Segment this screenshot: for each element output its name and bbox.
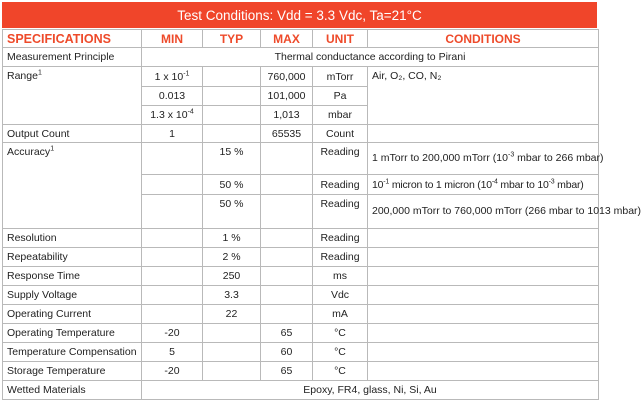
accuracy-footnote: 1 bbox=[50, 145, 55, 153]
measurement-principle-label: Measurement Principle bbox=[3, 48, 142, 67]
accuracy-label-cell bbox=[3, 143, 142, 229]
accuracy-cond-2-exp-a: -1 bbox=[383, 178, 390, 185]
header-typ: TYP bbox=[203, 30, 261, 48]
accuracy-cond-1-exp: -3 bbox=[507, 151, 515, 159]
accuracy-conditions-3: 200,000 mTorr to 760,000 mTorr (266 mbar to 1013 mbar) bbox=[368, 195, 599, 229]
row-temperature-compensation bbox=[3, 343, 599, 362]
row-supply-voltage bbox=[3, 286, 599, 305]
accuracy-cond-2-part-a: 10 bbox=[372, 178, 384, 191]
output-count-label: Output Count bbox=[3, 125, 142, 143]
operating-temperature-typ bbox=[203, 324, 261, 343]
resolution-max bbox=[261, 229, 313, 248]
operating-temperature-max: 65 bbox=[261, 324, 313, 343]
range-min-1-base: 1 x 10 bbox=[154, 70, 184, 83]
operating-temperature-unit: °C bbox=[313, 324, 368, 343]
storage-temperature-unit: °C bbox=[313, 362, 368, 381]
temperature-compensation-min: 5 bbox=[142, 343, 203, 362]
range-unit-3: mbar bbox=[313, 106, 368, 125]
header-conditions: CONDITIONS bbox=[368, 30, 599, 48]
operating-current-conditions bbox=[368, 305, 599, 324]
row-measurement-principle bbox=[3, 48, 599, 67]
repeatability-min bbox=[142, 248, 203, 267]
header-unit: UNIT bbox=[313, 30, 368, 48]
row-accuracy-1 bbox=[3, 143, 599, 175]
operating-current-min bbox=[142, 305, 203, 324]
storage-temperature-min: -20 bbox=[142, 362, 203, 381]
range-min-3 bbox=[142, 106, 203, 125]
resolution-unit: Reading bbox=[313, 229, 368, 248]
range-min-3-base: 1.3 x 10 bbox=[150, 109, 188, 121]
range-min-3-exp: -4 bbox=[187, 108, 194, 116]
operating-temperature-min: -20 bbox=[142, 324, 203, 343]
range-unit-2: Pa bbox=[313, 87, 368, 106]
test-conditions-title: Test Conditions: Vdd = 3.3 Vdc, Ta=21°C bbox=[177, 7, 422, 23]
accuracy-cond-2-part-d: mbar) bbox=[554, 178, 584, 191]
accuracy-min-3 bbox=[142, 195, 203, 229]
range-conditions: Air, O₂, CO, N₂ bbox=[368, 67, 599, 125]
accuracy-cond-2-exp-c: -3 bbox=[548, 178, 555, 185]
accuracy-label: Accuracy bbox=[7, 146, 51, 158]
resolution-label: Resolution bbox=[3, 229, 142, 248]
response-time-typ: 250 bbox=[203, 267, 261, 286]
repeatability-conditions bbox=[368, 248, 599, 267]
accuracy-unit-2: Reading bbox=[313, 175, 368, 195]
resolution-conditions bbox=[368, 229, 599, 248]
header-specifications: SPECIFICATIONS bbox=[3, 30, 142, 48]
row-output-count bbox=[3, 125, 599, 143]
storage-temperature-conditions bbox=[368, 362, 599, 381]
repeatability-label: Repeatability bbox=[3, 248, 142, 267]
storage-temperature-max: 65 bbox=[261, 362, 313, 381]
accuracy-cond-2-part-b: micron to 1 micron (10 bbox=[389, 178, 492, 191]
supply-voltage-typ: 3.3 bbox=[203, 286, 261, 305]
accuracy-min-2 bbox=[142, 175, 203, 195]
range-min-2: 0.013 bbox=[142, 87, 203, 106]
range-min-1-exp: -1 bbox=[183, 70, 190, 77]
row-operating-temperature bbox=[3, 324, 599, 343]
range-typ-2 bbox=[203, 87, 261, 106]
wetted-materials-label: Wetted Materials bbox=[3, 381, 142, 400]
accuracy-unit-1: Reading bbox=[313, 143, 368, 175]
repeatability-typ: 2 % bbox=[203, 248, 261, 267]
range-label: Range bbox=[7, 70, 38, 82]
accuracy-unit-3: Reading bbox=[313, 195, 368, 229]
header-row bbox=[3, 30, 599, 48]
header-min: MIN bbox=[142, 30, 203, 48]
resolution-typ: 1 % bbox=[203, 229, 261, 248]
repeatability-max bbox=[261, 248, 313, 267]
range-label-cell bbox=[3, 67, 142, 125]
header-max: MAX bbox=[261, 30, 313, 48]
accuracy-cond-1-part-a: 1 mTorr to 200,000 mTorr (10 bbox=[372, 152, 508, 164]
response-time-min bbox=[142, 267, 203, 286]
supply-voltage-conditions bbox=[368, 286, 599, 305]
title-bar bbox=[2, 2, 597, 28]
supply-voltage-max bbox=[261, 286, 313, 305]
range-max-3: 1,013 bbox=[261, 106, 313, 125]
accuracy-typ-1: 15 % bbox=[203, 143, 261, 175]
range-max-2: 101,000 bbox=[261, 87, 313, 106]
response-time-label: Response Time bbox=[3, 267, 142, 286]
supply-voltage-min bbox=[142, 286, 203, 305]
accuracy-max-3 bbox=[261, 195, 313, 229]
temperature-compensation-max: 60 bbox=[261, 343, 313, 362]
temperature-compensation-unit: °C bbox=[313, 343, 368, 362]
row-resolution bbox=[3, 229, 599, 248]
specifications-table bbox=[2, 29, 641, 400]
row-storage-temperature bbox=[3, 362, 599, 381]
accuracy-cond-1-part-b: mbar to 266 mbar) bbox=[514, 152, 604, 164]
supply-voltage-unit: Vdc bbox=[313, 286, 368, 305]
operating-current-unit: mA bbox=[313, 305, 368, 324]
output-count-conditions bbox=[368, 125, 599, 143]
output-count-typ bbox=[203, 125, 261, 143]
temperature-compensation-typ bbox=[203, 343, 261, 362]
storage-temperature-label: Storage Temperature bbox=[3, 362, 142, 381]
response-time-conditions bbox=[368, 267, 599, 286]
row-range-1 bbox=[3, 67, 599, 87]
temperature-compensation-label: Temperature Compensation bbox=[3, 343, 142, 362]
storage-temperature-typ bbox=[203, 362, 261, 381]
range-min-1 bbox=[142, 67, 203, 87]
operating-current-label: Operating Current bbox=[3, 305, 142, 324]
accuracy-max-1 bbox=[261, 143, 313, 175]
measurement-principle-value: Thermal conductance according to Pirani bbox=[142, 48, 599, 67]
response-time-max bbox=[261, 267, 313, 286]
accuracy-conditions-2 bbox=[368, 175, 599, 195]
repeatability-unit: Reading bbox=[313, 248, 368, 267]
output-count-min: 1 bbox=[142, 125, 203, 143]
output-count-unit: Count bbox=[313, 125, 368, 143]
resolution-min bbox=[142, 229, 203, 248]
range-footnote: 1 bbox=[37, 69, 42, 77]
accuracy-max-2 bbox=[261, 175, 313, 195]
wetted-materials-value: Epoxy, FR4, glass, Ni, Si, Au bbox=[142, 381, 599, 400]
accuracy-typ-2: 50 % bbox=[203, 175, 261, 195]
range-typ-1 bbox=[203, 67, 261, 87]
operating-current-typ: 22 bbox=[203, 305, 261, 324]
operating-current-max bbox=[261, 305, 313, 324]
accuracy-typ-3: 50 % bbox=[203, 195, 261, 229]
output-count-max: 65535 bbox=[261, 125, 313, 143]
accuracy-conditions-1 bbox=[368, 143, 604, 175]
response-time-unit: ms bbox=[313, 267, 368, 286]
range-unit-1: mTorr bbox=[313, 67, 368, 87]
supply-voltage-label: Supply Voltage bbox=[3, 286, 142, 305]
accuracy-cond-2-part-c: mbar to 10 bbox=[497, 178, 549, 191]
accuracy-cond-2-exp-b: -4 bbox=[491, 178, 498, 185]
operating-temperature-conditions bbox=[368, 324, 599, 343]
row-wetted-materials bbox=[3, 381, 599, 400]
range-max-1: 760,000 bbox=[261, 67, 313, 87]
row-operating-current bbox=[3, 305, 599, 324]
row-repeatability bbox=[3, 248, 599, 267]
range-typ-3 bbox=[203, 106, 261, 125]
operating-temperature-label: Operating Temperature bbox=[3, 324, 142, 343]
temperature-compensation-conditions bbox=[368, 343, 599, 362]
accuracy-min-1 bbox=[142, 143, 203, 175]
row-response-time bbox=[3, 267, 599, 286]
